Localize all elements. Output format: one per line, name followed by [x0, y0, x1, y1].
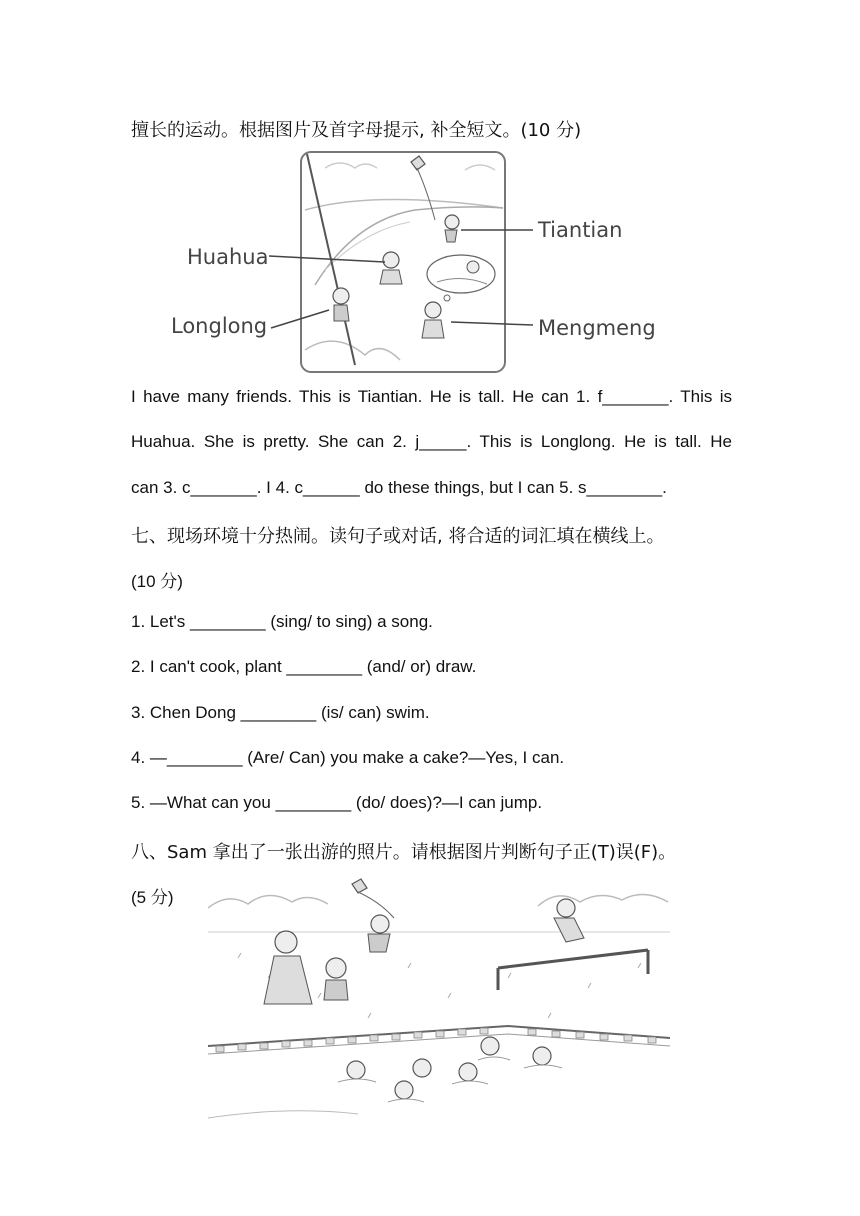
section8-heading: 八、Sam 拿出了一张出游的照片。请根据图片判断句子正(T)误(F)。	[131, 842, 677, 863]
question-item: 5. —What can you ________ (do/ does)?—I can jump.	[131, 793, 543, 812]
section7-heading: 七、现场环境十分热闹。读句子或对话, 将合适的词汇填在横线上。	[131, 526, 665, 547]
passage-line-2: Huahua. She is pretty. She can 2. j_____. This is Longlong. He is tall. He	[131, 432, 732, 451]
passage-line-3: can 3. c_______. I 4. c______ do these things, but I can 5. s________.	[131, 478, 667, 497]
section7-points: (10 分)	[131, 572, 183, 591]
question-item: 4. —________ (Are/ Can) you make a cake?—Yes, I can.	[131, 748, 565, 767]
question-item: 3. Chen Dong ________ (is/ can) swim.	[131, 703, 430, 722]
friends-illustration	[165, 150, 665, 376]
label-longlong: Longlong	[171, 314, 268, 338]
question-item: 2. I can't cook, plant ________ (and/ or) draw.	[131, 657, 477, 676]
label-huahua: Huahua	[187, 245, 269, 269]
section8-points: (5 分)	[131, 888, 174, 907]
question-item: 1. Let's ________ (sing/ to sing) a song.	[131, 612, 433, 631]
label-mengmeng: Mengmeng	[538, 316, 656, 340]
kite-icon	[352, 879, 367, 893]
outing-photo-illustration	[208, 878, 670, 1120]
label-tiantian: Tiantian	[538, 218, 623, 242]
passage-line-1: I have many friends. This is Tiantian. He is tall. He can 1. f_______. This is	[131, 387, 732, 406]
section6-intro: 擅长的运动。根据图片及首字母提示, 补全短文。(10 分)	[131, 120, 582, 141]
